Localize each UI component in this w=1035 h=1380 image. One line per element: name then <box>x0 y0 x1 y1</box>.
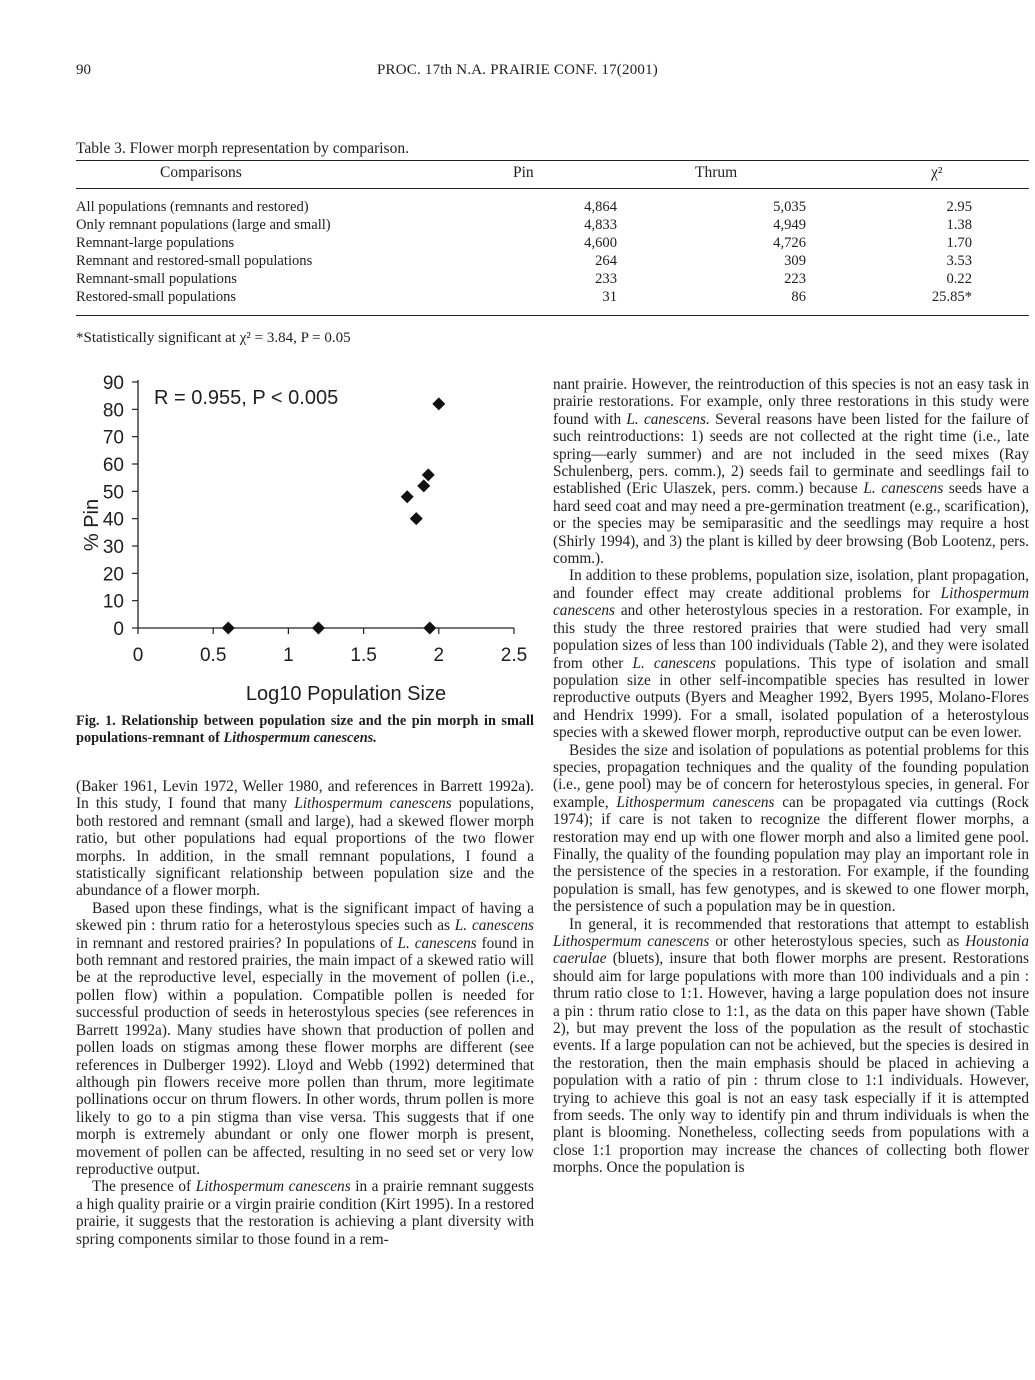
figure-label: Fig. 1. <box>76 713 116 729</box>
y-axis-label: % Pin <box>81 498 103 552</box>
row-comparison: Only remnant populations (large and small) <box>76 217 331 233</box>
body-left-column <box>76 778 534 1248</box>
row-pin: 4,600 <box>584 235 617 251</box>
table-row <box>76 270 1029 288</box>
table-row <box>76 216 1029 234</box>
table-row <box>76 198 1029 216</box>
row-chi-square: 2.95 <box>946 199 972 215</box>
row-thrum: 5,035 <box>773 199 806 215</box>
table-footnote: *Statistically significant at χ² = 3.84, P = 0.05 <box>76 330 351 346</box>
row-comparison: Restored-small populations <box>76 289 237 305</box>
table-caption: Table 3. Flower morph representation by comparison. <box>76 140 409 157</box>
row-thrum: 4,949 <box>773 217 806 233</box>
y-tick-label: 10 <box>102 591 124 613</box>
running-title: PROC. 17th N.A. PRAIRIE CONF. 17(2001) <box>376 62 658 78</box>
row-thrum: 223 <box>784 271 806 287</box>
row-chi-square: 0.22 <box>946 271 972 287</box>
data-point <box>222 622 235 635</box>
figure-caption <box>76 713 534 747</box>
x-tick-label: 0.5 <box>199 645 227 666</box>
scatter-chart <box>70 365 540 715</box>
col-header-comparisons: Comparisons <box>160 164 242 181</box>
y-tick-label: 90 <box>102 373 124 394</box>
paragraph: nant prairie. However, the reintroduction of this species is not an easy task in prairie restorations. For example, only three restorations in this study were found with L. canescens. Several reasons have been listed for the failure of such reintroductions: 1) seeds are not collected at the right time (i.e., late spring—early summer) and are not included in the seed mixes (Ray Schulenberg, pers. comm.), 2) seeds fail to germinate and seedlings fail to established (Eric Ulaszek, pers. comm.) because L. canescens seeds have a hard seed coat and may need a pre-germination treatment (e.g., scarification), or the species may be semiparasitic and the seedlings may require a host (Shirly 1994), and 3) the plant is killed by deer browsing (Bob Lootenz, pers. comm.). <box>553 376 1029 568</box>
row-comparison: Remnant and restored-small populations <box>76 253 313 269</box>
row-comparison: Remnant-small populations <box>76 271 237 287</box>
x-tick-label: 1.5 <box>350 645 377 666</box>
x-tick-label: 1 <box>283 645 294 666</box>
x-tick-label: 2.5 <box>500 645 528 666</box>
paragraph: In addition to these problems, population size, isolation, plant propagation, and founder effect may create additional problems for Lithospermum canescens and other heterostylous species in a restoration. For example, in this study the three restored prairies that were studied had very small population sizes of less than 100 individuals (Table 2), and they were isolated from other L. canescens populations. This type of isolation and small population size in other self-incompatible species has resulted in lower reproductive outputs (Byers and Meagher 1992, Byers 1995, Molano-Flores and Hendrix 1999). For a small, isolated population of a heterostylous species with a skewed flower morph, reproductive output can be even lower. <box>553 567 1029 742</box>
paragraph: Based upon these findings, what is the significant impact of having a skewed pin : thrum ratio for a heterostylous species such as L. canescens in remnant and restored prairies? In populations of L. canescens found in both remnant and restored prairies, the main impact of a skewed ratio will be at the reproductive level, especially in the movement of pollen (i.e., pollen flow) within a population. Compatible pollen is needed for successful production of seeds in heterostylous species (see references in Barrett 1992a). Many studies have shown that production of pollen and pollen loads on stigmas among these flower morphs are different (see references in Dulberger 1992). Lloyd and Webb (1992) determined that although pin flowers receive more pollen than thrum, more legitimate pollinations occur on thrum flowers. In other words, thrum pollen is more likely to go to a pin stigma than vise versa. This suggests that if one morph is extremely abundant or only one flower morph is present, movement of pollen can be affected, resulting in no seed set or very low reproductive output. <box>76 899 534 1178</box>
y-tick-label: 0 <box>113 619 124 640</box>
figure-species: Lithospermum canescens. <box>223 730 377 746</box>
row-comparison: All populations (remnants and restored) <box>76 199 309 215</box>
x-tick-label: 2 <box>433 645 445 666</box>
table-row <box>76 234 1029 252</box>
page-number: 90 <box>76 62 91 78</box>
y-tick-label: 20 <box>102 564 124 586</box>
row-comparison: Remnant-large populations <box>76 235 235 251</box>
paragraph: (Baker 1961, Levin 1972, Weller 1980, and references in Barrett 1992a). In this study, I found that many Lithospermum canescens populations, both restored and remnant (small and large), had a skewed flower morph ratio, but other populations had equal proportions of the two flower morphs. In addition, in the small remnant populations, I found a statistically significant relationship between population size and the abundance of a flower morph. <box>76 778 534 900</box>
row-thrum: 4,726 <box>773 235 806 251</box>
row-chi-square: 1.70 <box>946 235 972 251</box>
y-tick-label: 60 <box>102 455 124 476</box>
row-chi-square: 25.85* <box>931 289 972 305</box>
data-point <box>410 512 423 525</box>
data-point <box>312 622 325 635</box>
row-pin: 233 <box>595 271 617 287</box>
table-top-rule <box>76 160 1029 161</box>
y-tick-label: 70 <box>102 427 124 449</box>
row-pin: 4,833 <box>584 217 617 233</box>
row-chi-square: 3.53 <box>946 253 972 269</box>
x-axis-label: Log10 Population Size <box>245 683 447 705</box>
data-point <box>423 622 436 635</box>
body-right-column <box>553 376 1029 1177</box>
table-row <box>76 252 1029 270</box>
col-header-thrum: Thrum <box>695 164 738 181</box>
row-pin: 4,864 <box>584 199 617 215</box>
data-point <box>401 490 414 503</box>
row-thrum: 86 <box>791 289 806 305</box>
data-point <box>432 397 445 410</box>
row-chi-square: 1.38 <box>946 217 972 233</box>
table-row <box>76 288 1029 306</box>
y-tick-label: 30 <box>102 537 124 558</box>
y-tick-label: 50 <box>102 482 124 504</box>
y-tick-label: 80 <box>102 400 124 422</box>
paragraph: Besides the size and isolation of populations as potential problems for this species, propagation techniques and the quality of the founding population (i.e., gene pool) may be of concern for heterostylous species, in general. For example, Lithospermum canescens can be propagated via cuttings (Rock 1974); if care is not taken to recognize the different flower morphs, a restoration may end up with one flower morph and also a limited gene pool. Finally, the quality of the founding population may play an important role in the persistence of the species in a restoration. For example, if the founding population is small, has few genotypes, and is skewed to one flower morph, the persistence of such a population may be in question. <box>553 741 1030 916</box>
y-tick-label: 40 <box>102 509 124 531</box>
table-bottom-rule <box>76 315 1029 316</box>
row-pin: 264 <box>595 253 617 269</box>
col-header-chi: χ² <box>931 164 943 181</box>
table-header-rule <box>76 188 1029 189</box>
correlation-annotation: R = 0.955, P < 0.005 <box>154 387 339 409</box>
row-pin: 31 <box>602 289 617 305</box>
paragraph: The presence of Lithospermum canescens in a prairie remnant suggests a high quality prairie or a virgin prairie condition (Kirt 1995). In a restored prairie, it suggests that the restoration is achieving a plant diversity with spring components similar to those found in a rem- <box>76 1178 535 1248</box>
row-thrum: 309 <box>784 253 806 269</box>
paragraph: In general, it is recommended that restorations that attempt to establish Lithospermum canescens or other heterostylous species, such as Houstonia caerulae (bluets), insure that both flower morphs are present. Restorations should aim for large populations with more than 100 individuals and a pin : thrum ratio close to 1:1. However, having a large population does not insure a pin : thrum ratio close to 1:1, as the data on this paper have shown (Table 2), but may prevent the loss of the population as the result of stochastic events. If a large population can not be achieved, but the species is desired in the restoration, then the main emphasis should be placed in achieving a population with a ratio of pin : thrum close to 1:1 individuals. However, trying to achieve this goal is not an easy task especially if it is attempted from seeds. The only way to identify pin and thrum individuals is when the plant is blooming. Nonetheless, collecting seeds from populations with a close 1:1 proportion may increase the chances of collecting both flower morphs. Once the population is <box>553 915 1029 1177</box>
figure-caption-text: Relationship between population size and the pin morph in small populations-remnant of <box>76 713 535 746</box>
col-header-pin: Pin <box>513 164 534 181</box>
x-tick-label: 0 <box>132 645 144 666</box>
